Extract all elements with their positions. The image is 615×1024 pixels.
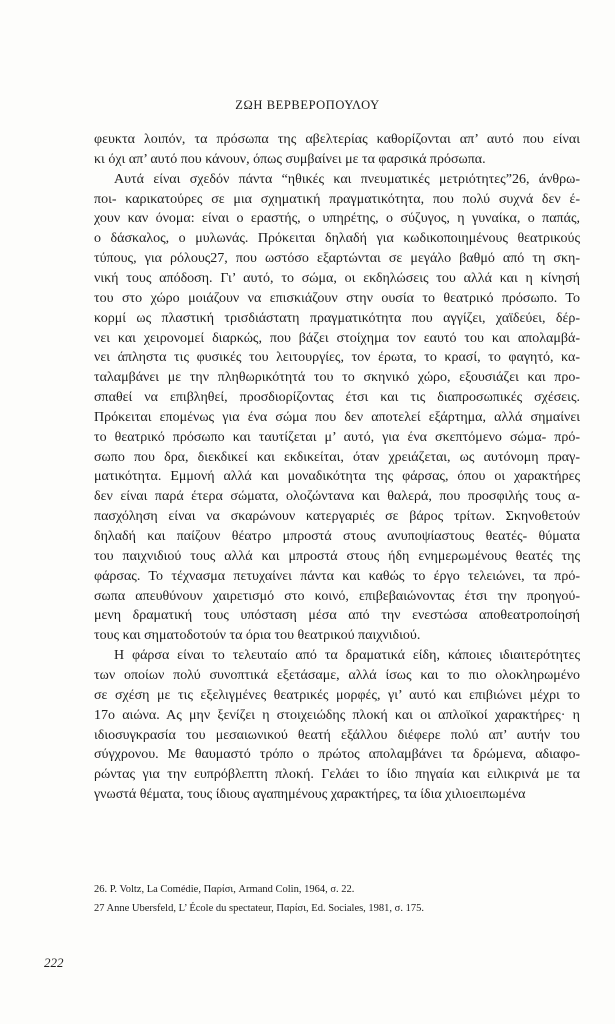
text-line: 17ο αιώνα. Ας μην ξενίζει η στοιχειώδης πλοκή και οι απλοϊκοί χαρακτήρες· η	[94, 707, 580, 723]
text-line: νική τους απόδοση. Γι’ αυτό, το σώμα, οι εκδηλώσεις του αλλά και η κίνησή	[94, 270, 580, 286]
text-line: νει και χειρονομεί διαρκώς, που βάζει στοίχημα τον εαυτό του και απολαμβά-	[94, 330, 580, 346]
text-line: του στο χώρο μοιάζουν να επισκιάζουν στην ουσία το θεατρικό πρόσωπο. Το	[94, 290, 580, 306]
text-line: ποι- καρικατούρες σε μια σχηματική πραγματικότητα, που πολύ συχνά δεν έ-	[94, 191, 580, 207]
text-line: τύπους, για ρόλους27, που ωστόσο εξαρτώνται σε μεγάλο βαθμό από τη σκη-	[94, 251, 580, 267]
text-line: δεν είναι παρά έτερα σώματα, ολοζώντανα και θαλερά, που προσφιλής τους α-	[94, 489, 580, 505]
running-header: ΖΩΗ ΒΕΡΒΕΡΟΠΟΥΛΟΥ	[235, 98, 380, 112]
text-line: ο δάσκαλος, ο μυλωνάς. Πρόκειται δηλαδή για κωδικοποιημένους θεατρικούς	[94, 231, 580, 247]
text-line: ιδιοσυγκρασία του μεσαιωνικού θεατή εξάλλου διέφερε πολύ απ’ αυτήν του	[94, 727, 580, 743]
text-line: πασχόληση είναι να σκαρώνουν κατεργαριές σε βάρος τρίτων. Σκηνοθετούν	[94, 509, 580, 525]
text-line: χουν καν όνομα: είναι ο εραστής, ο υπηρέτης, ο σύζυγος, η γυναίκα, ο παπάς,	[94, 211, 580, 227]
text-line: σωπο που δρα, διεκδικεί και εκδικείται, όταν χρειάζεται, ως αυτόνομη πραγ-	[94, 449, 580, 465]
text-line: το θεατρικό πρόσωπο και ταυτίζεται μ’ αυτό, για ένα σκεπτόμενο σώμα- πρό-	[94, 429, 580, 445]
text-line: ρώντας για την ευπρόβλεπτη πλοκή. Γελάει το ίδιο πηγαία και ειλικρινά με τα	[94, 767, 580, 783]
footnote-27: 27 Anne Ubersfeld, L’ École du spectateur, Παρίσι, Ed. Sociales, 1981, σ. 175.	[94, 903, 424, 914]
text-line: γνωστά θέματα, τους ίδιους αγαπημένους χαρακτήρες, τα ίδια χιλιοειπωμένα	[94, 787, 526, 803]
text-line: σωπα απευθύνουν χαιρετισμό στο κοινό, επιβεβαιώνοντας έτσι την προηγού-	[94, 588, 580, 604]
text-line: σε σχέση με τις εξελιγμένες θεατρικές μορφές, γι’ αυτό και επιβιώνει μέχρι το	[94, 687, 580, 703]
text-line: σύγχρονου. Με θαυμαστό τρόπο ο πρώτος απολαμβάνει τα δρώμενα, αδιαφο-	[94, 747, 580, 763]
text-line: μενη δραματική τους υπόσταση μέσα από την ενεστώσα αποθεατροποίησή	[94, 608, 580, 624]
text-line: σπαθεί να επιβληθεί, προσδιορίζοντας έτσι και τις διαπροσωπικές σχέσεις.	[94, 390, 580, 406]
text-line: δηλαδή και παίζουν θέατρο μπροστά στους ανυποψίαστους θεατές- θύματα	[94, 529, 580, 544]
text-line: κι όχι απ’ αυτό που κάνουν, όπως συμβαίνει με τα φαρσικά πρόσωπα.	[94, 151, 486, 167]
text-line: των οποίων πολύ συνοπτικά εξετάσαμε, αλλά ίσως και το πιο ολοκληρωμένο	[94, 667, 580, 683]
text-line: ταλαμβάνει με την πληθωρικότητά του το σκηνικό χώρο, εξουσιάζει και προ-	[94, 370, 580, 386]
text-line: φευκτα λοιπόν, τα πρόσωπα της αβελτερίας καθορίζονται απ’ αυτό που είναι	[94, 132, 580, 147]
text-line: ματικότητα. Εμμονή αλλά και μοναδικότητα της φάρσας, όπου οι χαρακτήρες	[94, 469, 580, 485]
text-line: Πρόκειται επομένως για ένα σώμα που δεν αποτελεί εξάρτημα, αλλά σημαίνει	[94, 409, 580, 425]
text-line: Η φάρσα είναι το τελευταίο από τα δραματικά είδη, κάποιες ιδιαιτερότητες	[114, 648, 580, 664]
text-line: του παιχνιδιού τους αλλά και μπροστά στους ήδη ενημερωμένους θεατές της	[94, 548, 580, 564]
footnote-26: 26. P. Voltz, La Comédie, Παρίσι, Armand Colin, 1964, σ. 22.	[94, 884, 355, 895]
text-line: Αυτά είναι σχεδόν πάντα “ηθικές και πνευματικές μετριότητες”26, άνθρω-	[114, 171, 580, 187]
text-line: φάρσας. Το τέχνασμα πετυχαίνει πάντα και καθώς το έργο τελειώνει, τα πρό-	[94, 568, 580, 584]
text-line: τους και σηματοδοτούν τα όρια του θεατρικού παιχνιδιού.	[94, 628, 421, 644]
text-line: νει άπληστα τις φυσικές του λειτουργίες, τον έρωτα, το κρασί, το φαγητό, κα-	[94, 350, 580, 366]
page-number: 222	[44, 955, 64, 970]
text-line: κορμί ως πλαστική τρισδιάστατη πραγματικότητα που αγγίζει, χαϊδεύει, δέρ-	[94, 310, 580, 326]
